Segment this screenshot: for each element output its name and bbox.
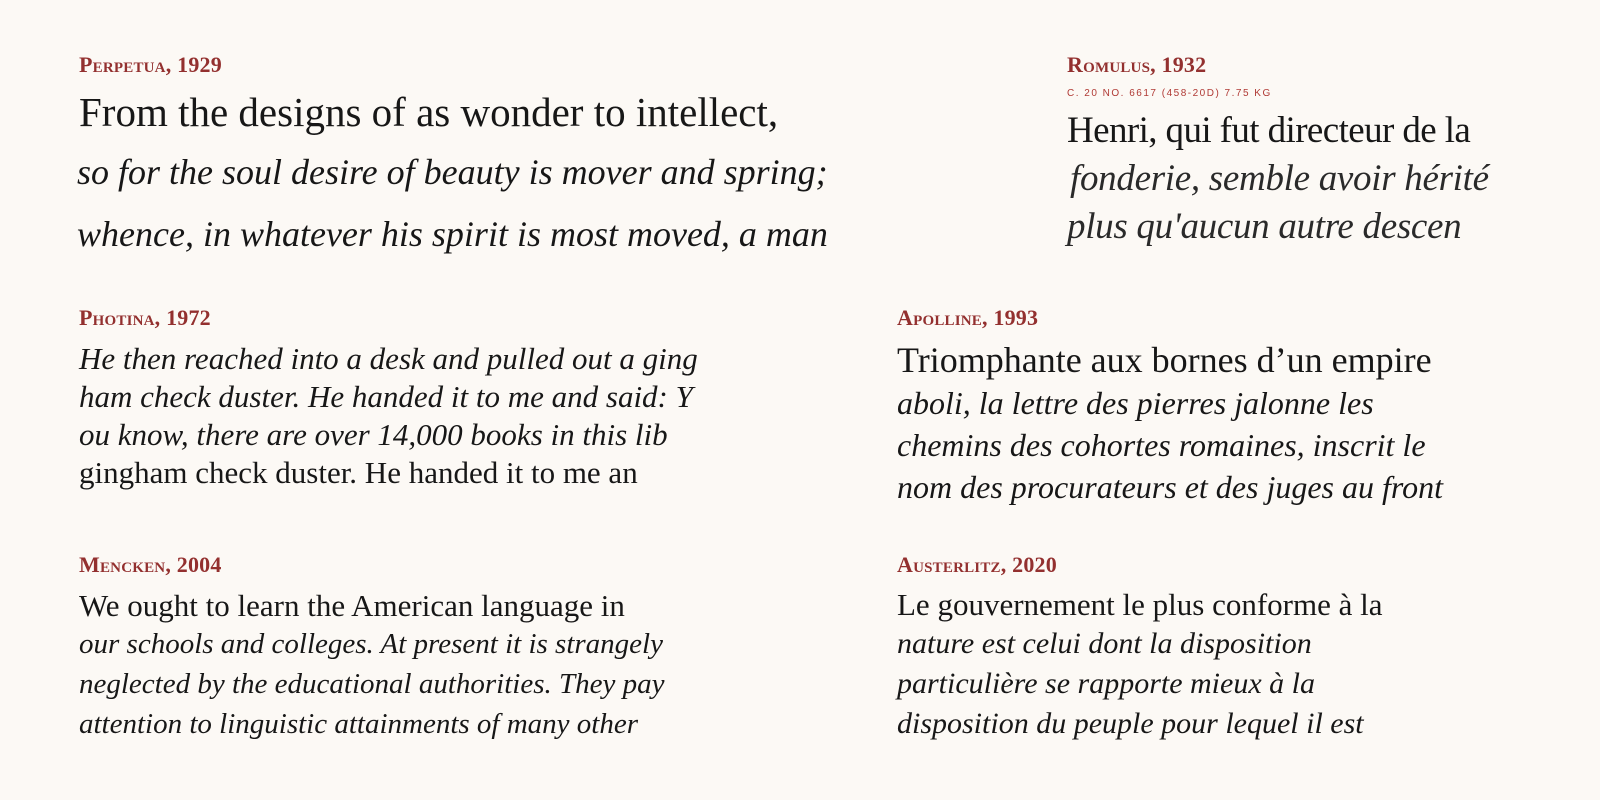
specimen-line: our schools and colleges. At present it is strangely	[79, 628, 663, 660]
specimen-line: Henri, qui fut directeur de la	[1067, 110, 1471, 151]
specimen-austerlitz	[897, 552, 1577, 752]
specimen-line: so for the soul desire of beauty is mover and spring;	[77, 152, 828, 192]
specimen-line: Triomphante aux bornes d’un empire	[897, 340, 1432, 380]
specimen-line: gingham check duster. He handed it to me an	[79, 455, 638, 490]
specimen-label: Perpetua, 1929	[79, 52, 222, 77]
specimen-line: fonderie, semble avoir hérité	[1070, 158, 1489, 199]
specimen-line: Le gouvernement le plus conforme à la	[897, 587, 1383, 622]
specimen-line: nom des procurateurs et des juges au front	[897, 469, 1444, 505]
specimen-line: nature est celui dont la disposition	[897, 627, 1312, 660]
specimen-line: plus qu'aucun autre descen	[1067, 206, 1462, 247]
specimen-line: disposition du peuple pour lequel il est	[897, 707, 1364, 740]
specimen-line: whence, in whatever his spirit is most moved, a man	[77, 214, 828, 254]
specimen-line: chemins des cohortes romaines, inscrit le	[897, 427, 1426, 463]
specimen-code-line: C. 20 NO. 6617 (458-20D) 7.75 KG	[1067, 88, 1272, 99]
specimen-line: From the designs of as wonder to intellect,	[79, 89, 779, 135]
specimen-perpetua	[79, 52, 979, 262]
specimen-label: Romulus, 1932	[1067, 52, 1207, 77]
specimen-line: ham check duster. He handed it to me and said: Y	[79, 379, 693, 414]
specimen-photina	[79, 305, 819, 515]
specimen-label: Apolline, 1993	[897, 305, 1039, 330]
specimen-line: He then reached into a desk and pulled out a ging	[79, 341, 698, 376]
specimen-line: particulière se rapporte mieux à la	[897, 667, 1315, 700]
specimen-line: attention to linguistic attainments of many other	[79, 708, 639, 740]
specimen-line: neglected by the educational authorities. They pay	[79, 668, 665, 700]
specimen-label: Austerlitz, 2020	[897, 552, 1057, 577]
specimen-romulus	[1067, 52, 1567, 262]
specimen-line: aboli, la lettre des pierres jalonne les	[897, 385, 1374, 421]
specimen-line: We ought to learn the American language in	[79, 588, 625, 623]
specimen-mencken	[79, 552, 839, 752]
specimen-label: Photina, 1972	[79, 305, 211, 330]
specimen-line: ou know, there are over 14,000 books in this lib	[79, 417, 668, 452]
specimen-apolline	[897, 305, 1547, 515]
specimen-label: Mencken, 2004	[79, 552, 222, 577]
